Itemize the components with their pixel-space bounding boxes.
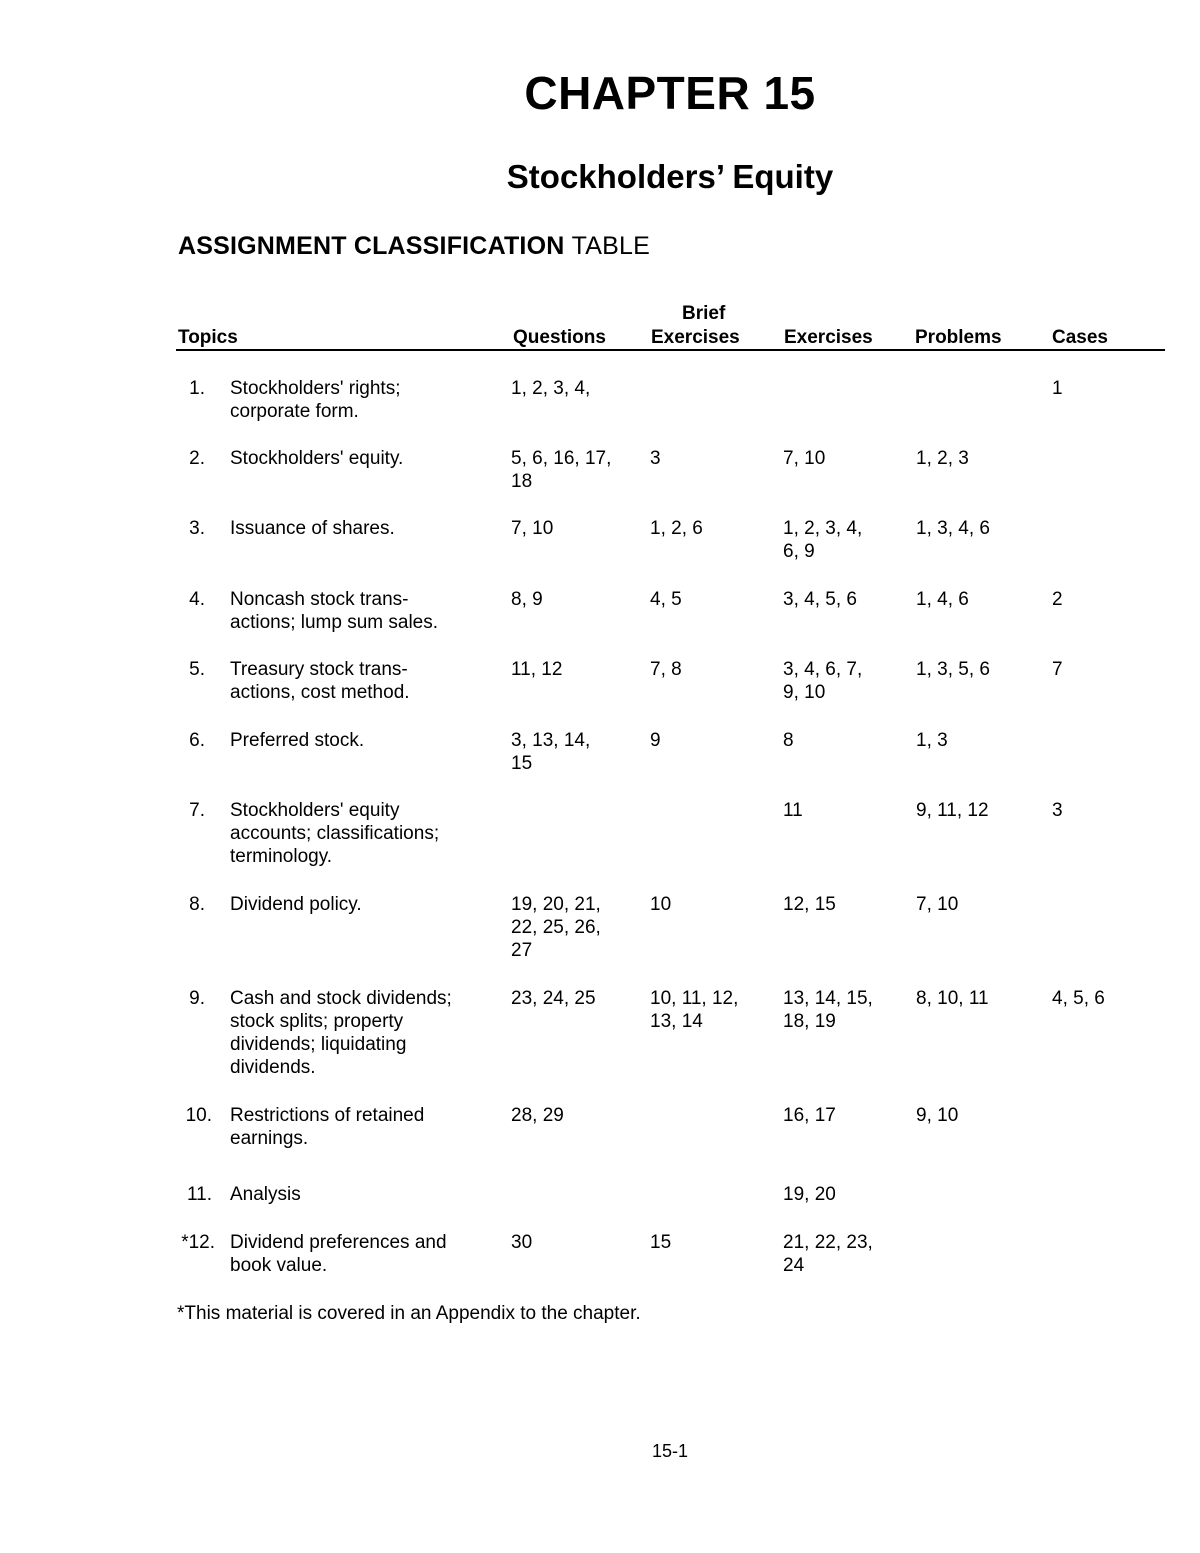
row-problems: 9, 11, 12 [916,800,989,821]
header-questions: Questions [513,327,606,348]
row-number: 1. [189,378,205,399]
row-questions: 1, 2, 3, 4, [511,378,591,399]
row-topic: Dividend preferences and book value. [230,1232,447,1276]
row-topic: Restrictions of retained earnings. [230,1105,425,1149]
row-brief-exercises: 10 [650,894,672,915]
row-number: 5. [189,659,205,680]
row-brief-exercises: 3 [650,448,661,469]
row-number: 9. [189,988,205,1009]
row-cases: 2 [1052,589,1063,610]
row-problems: 1, 3, 4, 6 [916,518,990,539]
row-questions: 30 [511,1232,533,1253]
row-problems: 1, 2, 3 [916,448,969,469]
row-cases: 4, 5, 6 [1052,988,1105,1009]
chapter-title: CHAPTER 15 [524,67,816,119]
row-problems: 1, 4, 6 [916,589,969,610]
row-number: 4. [189,589,205,610]
row-questions: 23, 24, 25 [511,988,596,1009]
row-exercises: 1, 2, 3, 4, 6, 9 [783,518,863,562]
row-topic: Stockholders' rights; corporate form. [230,378,401,422]
row-topic: Preferred stock. [230,730,365,751]
row-questions: 28, 29 [511,1105,564,1126]
row-problems: 8, 10, 11 [916,988,989,1009]
row-questions: 3, 13, 14, 15 [511,730,591,774]
row-number: 7. [189,800,205,821]
row-exercises: 3, 4, 6, 7, 9, 10 [783,659,863,703]
row-number: 11. [186,1184,212,1205]
section-heading-bold: ASSIGNMENT CLASSIFICATION [178,232,565,260]
row-exercises: 12, 15 [783,894,836,915]
row-exercises: 7, 10 [783,448,826,469]
header-cases: Cases [1052,327,1108,348]
row-number: *12. [181,1232,215,1253]
row-questions: 5, 6, 16, 17, 18 [511,448,612,492]
row-brief-exercises: 7, 8 [650,659,682,680]
row-questions: 7, 10 [511,518,554,539]
header-problems: Problems [915,327,1002,348]
header-topics: Topics [178,327,238,348]
footnote: *This material is covered in an Appendix to the chapter. [177,1303,641,1324]
row-topic: Analysis [230,1184,301,1205]
row-exercises: 11 [783,800,803,821]
row-number: 3. [189,518,205,539]
row-number: 8. [189,894,205,915]
row-questions: 19, 20, 21, 22, 25, 26, 27 [511,894,601,961]
row-brief-exercises: 4, 5 [650,589,682,610]
row-exercises: 13, 14, 15, 18, 19 [783,988,873,1032]
page-number: 15-1 [651,1441,689,1461]
row-problems: 7, 10 [916,894,959,915]
row-topic: Dividend policy. [230,894,362,915]
row-exercises: 8 [783,730,794,751]
row-number: 6. [189,730,205,751]
row-number: 10. [185,1105,212,1126]
row-topic: Noncash stock trans- actions; lump sum sales. [230,589,439,633]
row-problems: 1, 3 [916,730,948,751]
chapter-subtitle: Stockholders’ Equity [506,158,834,195]
header-rule [176,349,1165,351]
row-brief-exercises: 10, 11, 12, 13, 14 [650,988,739,1032]
row-topic: Stockholders' equity accounts; classifications; terminology. [230,800,440,867]
row-cases: 7 [1052,659,1063,680]
row-questions: 11, 12 [511,659,563,680]
row-exercises: 3, 4, 5, 6 [783,589,857,610]
row-brief-exercises: 1, 2, 6 [650,518,703,539]
section-heading [178,232,650,261]
row-questions: 8, 9 [511,589,543,610]
row-cases: 1 [1052,378,1063,399]
row-exercises: 16, 17 [783,1105,836,1126]
row-topic: Stockholders' equity. [230,448,404,469]
row-number: 2. [189,448,205,469]
row-topic: Cash and stock dividends; stock splits; property dividends; liquidating dividends. [230,988,452,1078]
row-topic: Issuance of shares. [230,518,395,539]
header-brief-bottom: Exercises [651,327,740,348]
row-exercises: 19, 20 [783,1184,836,1205]
row-problems: 1, 3, 5, 6 [916,659,990,680]
row-problems: 9, 10 [916,1105,959,1126]
header-exercises: Exercises [784,327,873,348]
row-cases: 3 [1052,800,1063,821]
header-brief-top: Brief [682,303,726,324]
row-topic: Treasury stock trans- actions, cost method. [230,659,410,703]
section-heading-rest: TABLE [571,232,650,260]
row-brief-exercises: 9 [650,730,661,751]
row-brief-exercises: 15 [650,1232,672,1253]
row-exercises: 21, 22, 23, 24 [783,1232,873,1276]
